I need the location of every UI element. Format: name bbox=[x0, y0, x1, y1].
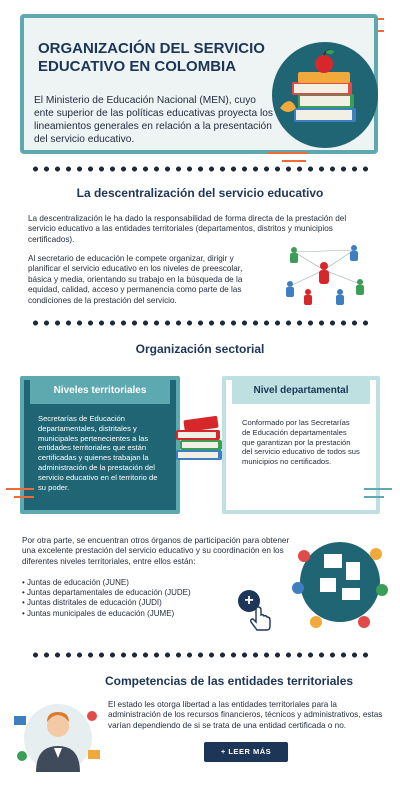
list-item: • Juntas departamentales de educación (JUDE) bbox=[22, 588, 252, 598]
descentralizacion-paragraph-1: La descentralización le ha dado la responsabilidad de forma directa de la prestación del servicio educativo a las entidades territoriales (departamentos, distritos y municipios certificados). bbox=[28, 214, 347, 244]
list-item: • Juntas distritales de educación (JUDI) bbox=[22, 598, 252, 608]
section-title-competencias: Competencias de las entidades territoriales bbox=[104, 674, 354, 688]
decor-line bbox=[364, 496, 384, 498]
list-item: • Juntas municipales de educación (JUME) bbox=[22, 609, 252, 619]
decor-line bbox=[364, 488, 392, 490]
administrator-person-icon bbox=[10, 686, 106, 786]
books-illustration-circle bbox=[272, 42, 378, 148]
decor-line bbox=[282, 160, 306, 162]
decor-line bbox=[6, 488, 34, 490]
section-title-descentralizacion: La descentralización del servicio educativo bbox=[76, 186, 324, 200]
meeting-table-icon bbox=[290, 532, 390, 632]
nivel-departamental-body: Conformado por las Secretarías de Educación departamentales que garantizan por la prestación del servicio educativo de todos sus municipios no certificados. bbox=[242, 418, 360, 467]
network-people-icon bbox=[274, 240, 374, 306]
hand-pointer-icon bbox=[246, 606, 276, 636]
nivel-departamental-title: Nivel departamental bbox=[232, 378, 370, 404]
plus-button[interactable]: + bbox=[238, 590, 260, 612]
descentralizacion-paragraph-2: Al secretario de educación le compete organizar, dirigir y planificar el servicio educativo en los niveles de preescolar, básica y media, orientando su trabajo en la búsqueda de la equidad, calidad, acceso y permanencia como parte de las condiciones de la prestación del servicio. bbox=[28, 254, 243, 305]
decor-line bbox=[268, 152, 308, 154]
section-title-sectorial: Organización sectorial bbox=[135, 342, 265, 356]
read-more-button[interactable]: + LEER MÁS bbox=[204, 742, 288, 762]
page-title: ORGANIZACIÓN DEL SERVICIO EDUCATIVO EN COLOMBIA bbox=[38, 40, 265, 75]
books-apple-icon bbox=[272, 42, 378, 148]
niveles-territoriales-title: Niveles territoriales bbox=[30, 378, 170, 404]
dotted-divider bbox=[30, 320, 370, 326]
dotted-divider bbox=[30, 652, 370, 658]
niveles-territoriales-body: Secretarías de Educación departamentales, distritales y municipales pertenecientes a las entidades territoriales que están certificadas y quienes trabajan la administración de la prestación del servicio educativo en el territorio de su poder. bbox=[38, 414, 158, 492]
list-item: • Juntas de educación (JUNE) bbox=[22, 578, 252, 588]
dotted-divider bbox=[30, 166, 370, 172]
juntas-list bbox=[22, 578, 252, 619]
books-stack-icon bbox=[172, 414, 228, 466]
hero-description: El Ministerio de Educación Nacional (MEN), cuyo ente superior de las políticas educativas proyecta los lineamientos generales en relación a la presentación del servicio educativo. bbox=[34, 95, 273, 145]
participacion-intro: Por otra parte, se encuentran otros órganos de participación para obtener una excelente prestación del servicio educativo y su coordinación en los diferentes niveles territoriales, entre ellos están: bbox=[22, 536, 290, 566]
decor-line bbox=[14, 496, 34, 498]
competencias-body: El estado les otorga libertad a las entidades territoriales para la administración de los recursos financieros, técnicos y administrativos, estas varían dependiendo de si se trata de una entidad certificada o no. bbox=[108, 700, 383, 730]
